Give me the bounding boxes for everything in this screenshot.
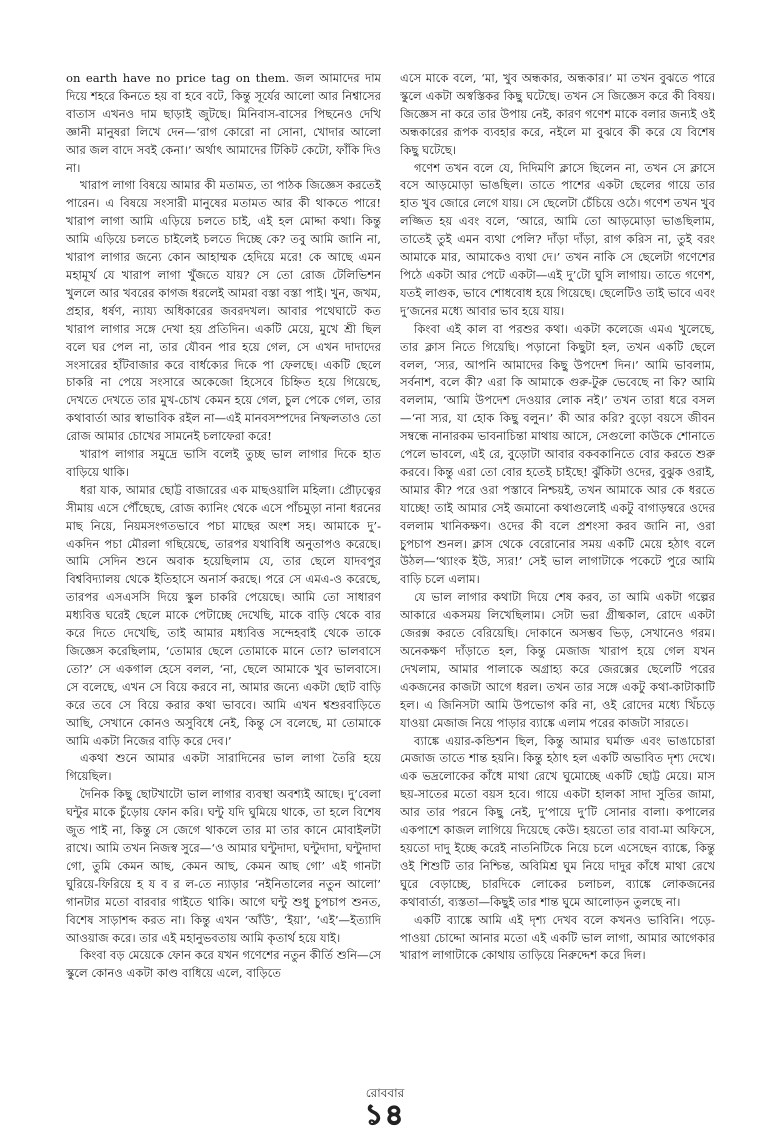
paragraph: কিংবা বড় মেয়েকে ফোন করে যখন গণেশের নতুন কীর্তি শুনি—সে স্কুলে কোনও একটা কাণ্ড বাধিয়ে এলে, বাড়িতে [66,948,381,981]
paragraph: যে ভাল লাগার কথাটা দিয়ে শেষ করব, তা আমি একটা গল্পের আকারে একসময় লিখেছিলাম। সেটা ভরা গ্রীষ্মকাল, রোদে একটা জেরক্স করতে বেরিয়েছি। দোকানে অসম্ভব ভিড়, সেখানেও গরম। অনেকক্ষণ দাঁড়াতে হল, কিন্তু মেজাজ খারাপ হয়ে গেল যখন দেখলাম, আমার পালাকে অগ্রাহ্য করে জেরক্সের ছেলেটি পরের একজনের কাজটা আগে ধরল। তখন তার সঙ্গে একটু কথা-কাটাকাটি হল। এ জিনিসটা আমি উপভোগ করি না, ওই রোদের মধ্যে খিঁচড়ে যাওয়া মেজাজ নিয়ে পাড়ার ব্যাঙ্কে এলাম পরের কাজটা সারতে। [400,590,715,730]
paragraph: কিংবা এই কাল বা পরশুর কথা। একটা কলেজে এমএ খুলেছে, তার ক্লাস নিতে গিয়েছি। পড়ানো কিছুটা হল, তখন একটি ছেলে বলল, ‘স্যর, আপনি আমাদের কিছু উপদেশ দিন।’ আমি ভাবলাম, সর্বনাশ, বলে কী? এরা কি আমাকে গুরু-টুরু ভেবেছে না কি? আমি বললাম, ‘আমি উপদেশ দেওয়ার লোক নই।’ তখন তারা ধরে বসল—‘না স্যর, যা হোক কিছু বলুন।’ কী আর করি? বুড়ো বয়সে জীবন সম্বন্ধে নানারকম ভাবনাচিন্তা মাথায় আসে, সেগুলো কাউকে শোনাতে পেলে ভাবলে, এই রে, বুড়োটা আবার বকবকানিতে বোর করতে শুরু করবে। কিন্তু এরা তো বোর হতেই চাইছে! ঝুঁকিটা ওদের, বুঝুক ওরাই, আমার কী? পরে ওরা পস্তাবে নিশ্চয়ই, তখন আমাকে আর কে ধরতে যাচ্ছে! তাই আমার সেই জমানো কথাগুলোই একটু বাগাড়ম্বরে ওদের বললাম খানিকক্ষণ। ওদের কী বলে প্রশংসা করব জানি না, ওরা চুপচাপ শুনল। ক্লাস থেকে বেরোনোর সময় একটি মেয়ে হঠাৎ বলে উঠল—‘থ্যাংক ইউ, স্যর!’ সেই ভাল লাগাটাকে পকেটে পুরে আমি বাড়ি চলে এলাম। [400,321,715,587]
left-column [66,70,381,1070]
paragraph: এসে মাকে বলে, ‘মা, খুব অন্ধকার, অন্ধকার।’ মা তখন বুঝতে পারে স্কুলে একটা অস্বস্তিকর কিছু ঘটেছে। তখন সে জিজ্ঞেস করে কী বিষয়। জিজ্ঞেস না করে তার উপায় নেই, কারণ গণেশ মাকে বলার জন্যই ওই অন্ধকারের রূপক ব্যবহার করে, নইলে মা বুঝবে কী করে যে বিশেষ কিছু ঘটেছে। [400,71,715,157]
paragraph: on earth have no price tag on them. জল আমাদের দাম দিয়ে শহরে কিনতে হয় বা হবে বটে, কিন্তু সূর্যের আলো আর নিশ্বাসের বাতাস এখনও দাম ছাড়াই জুটছে। মিনিবাস-বাসের পিছনেও দেখি জ্ঞানী মানুষরা লিখে দেন—‘রাগ কোরো না সোনা, খোদার আলো আর জল বাদে সবই কেনা।’ অর্থাৎ আমাদের টিকিট কেটো, ফাঁকি দিও না। [66,71,381,175]
paragraph: গণেশ তখন বলে যে, দিদিমণি ক্লাসে ছিলেন না, তখন সে ক্লাসে বসে আড়মোড়া ভাঙছিল। তাতে পাশের একটা ছেলের গায়ে তার হাত খুব জোরে লেগে যায়। সে ছেলেটা চেঁচিয়ে ওঠে। গণেশ তখন খুব লজ্জিত হয় এবং বলে, ‘আরে, আমি তো আড়মোড়া ভাঙছিলাম, তাতেই তুই এমন ব্যথা পেলি? দাঁড়া দাঁড়া, রাগ করিস না, তুই বরং আমাকে মার, আমাকেও ব্যথা দে।’ তখন নাকি সে ছেলেটা গণেশের পিঠে একটা আর পেটে একটা—এই দু’টো ঘুসি লাগায়। তাতে গণেশ, যতই লাগুক, ভাবে শোধবোধ হয়ে গিয়েছে। ছেলেটিও তাই ভাবে এবং দু’জনের মধ্যে আবার ভাব হয়ে যায়। [400,160,715,318]
right-column [400,70,715,1070]
magazine-name: রোববার [365,1086,405,1100]
paragraph: ব্যাঙ্কে এয়ার-কন্ডিশন ছিল, কিন্তু আমার ঘর্মাক্ত এবং ভাঙাচোরা মেজাজ তাতে শান্ত হয়নি। কিন্তু হঠাৎ হল একটি অভাবিত দৃশ্য দেখে। এক ভদ্রলোকের কাঁধে মাথা রেখে ঘুমোচ্ছে একটি ছোট্ট মেয়ে। মাস ছয়-সাতের মতো বয়স হবে। গায়ে একটা হালকা সাদা সুতির জামা, আর তার পরনে কিছু নেই, দু’পায়ে দু’টি সোনার বালা। কপালের একপাশে কাজল লাগিয়ে দিয়েছে কেউ। হয়তো তার বাবা-মা অফিসে, হয়তো দাদু ইচ্ছে করেই নাতনিটিকে নিয়ে চলে এসেছেন ব্যাঙ্কে, কিন্তু ওই শিশুটি তার নিশ্চিন্ত, অবিমিশ্র ঘুম নিয়ে দাদুর কাঁধে মাথা রেখে ঘুরে বেড়াচ্ছে, চারদিকে লোকের চলাচল, ব্যাঙ্কে লোকজনের কথাবার্তা, ব্যস্ততা—কিছুই তার শান্ত ঘুমে আলোড়ন তুলছে না। [400,733,715,909]
paragraph: খারাপ লাগার সমুদ্রে ভাসি বলেই তুচ্ছ ভাল লাগার দিকে হাত বাড়িয়ে থাকি। [66,447,381,479]
paragraph: ধরা যাক, আমার ছোট্ট বাজারের এক মাছওয়ালি মহিলা। প্রৌঢ়ত্বের সীমায় এসে পৌঁছেছে, রোজ ক্যানিং থেকে এসে পাঁচমুড়া নানা ধরনের মাছ নিয়ে, নিয়মসংগতভাবে পচা মাছের অংশ সহ। আমাকে দু’-একদিন পচা মৌরলা গছিয়েছে, তারপর যথাবিধি অনুতাপও করেছে। আমি সেদিন শুনে অবাক হয়েছিলাম যে, তার ছেলে যাদবপুর বিশ্ববিদ্যালয় থেকে ইতিহাসে অনার্স করছে। পরে সে এমএ-ও করেছে, তারপর এসএসসি দিয়ে স্কুল চাকরি পেয়েছে। আমি তো সাধারণ মধ্যবিত্ত ঘরেই ছেলে মাকে পেটাচ্ছে দেখেছি, মাকে বাড়ি থেকে বার করে দিতে দেখেছি, তাই আমার মধ্যবিত্ত সন্দেহবাই থেকে তাকে জিজ্ঞেস করেছিলাম, ‘তোমার ছেলে তোমাকে মানে তো? ভালবাসে তো?’ সে একগাল হেসে বলল, ‘না, ছেলে আমাকে খুব ভালবাসে। সে বলেছে, এখন সে বিয়ে করবে না, আমার জন্যে একটা ছোট বাড়ি করে তবে সে বিয়ে করার কথা ভাববে। আমি এখন শ্বশুরবাড়িতে আছি, সেখানে কোনও অসুবিধে নেই, কিন্তু সে বলেছে, মা তোমাকে আমি একটা নিজের বাড়ি করে দেব।’ [66,482,381,748]
paragraph: দৈনিক কিছু ছোটখাটো ভাল লাগার ব্যবস্থা অবশ্যই আছে। দু’বেলা ঘন্টুর মাকে চুঁড়োয় ফোন করি। ঘন্টু যদি ঘুমিয়ে থাকে, তা হলে বিশেষ জুত পাই না, কিন্তু সে জেগে থাকলে তার মা তার কানে মোবাইলটা রাখে। আমি তখন নিজস্ব সুরে—‘ও আমার ঘন্টুদাদা, ঘন্টুদাদা, ঘন্টুদাদা গো, তুমি কেমন আছ, কেমন আছ, কেমন আছ গো’ এই গানটা ঘুরিয়ে-ফিরিয়ে হ য ব র ল-তে ন্যাড়ার ‘নইনিতালের নতুন আলো’ গানটার মতো বারবার গাইতে থাকি। আগে ঘন্টু শুধু চুপচাপ শুনত, বিশেষ সাড়াশব্দ করত না। কিন্তু এখন ‘আঁউ’, ‘ইয়া’, ‘এই’—ইত্যাদি আওয়াজ করে। তার এই মহানুভবতায় আমি কৃতার্থ হয়ে যাই। [66,787,381,945]
page-number: ১৪ [364,1098,406,1131]
paragraph: একথা শুনে আমার একটা সারাদিনের ভাল লাগা তৈরি হয়ে গিয়েছিল। [66,751,381,784]
paragraph: একটি ব্যাঙ্কে আমি এই দৃশ্য দেখব বলে কখনও ভাবিনি। পড়ে-পাওয়া চোদ্দো আনার মতো এই একটি ভাল লাগা, আমার আগেকার খারাপ লাগাটাকে কোথায় তাড়িয়ে নিরুদ্দেশ করে দিল। [400,912,715,963]
paragraph: খারাপ লাগা বিষয়ে আমার কী মতামত, তা পাঠক জিজ্ঞেস করতেই পারেন। এ বিষয়ে সংসারী মানুষের মতামত আর কী থাকতে পারে! খারাপ লাগা আমি এড়িয়ে চলতে চাই, এই হল মোদ্দা কথা। কিন্তু আমি এড়িয়ে চলতে চাইলেই চলতে দিচ্ছে কে? তবু আমি জানি না, খারাপ লাগার জন্যে কোন আহাম্মক হেদিয়ে মরে! কে আছে এমন মহামূর্খ যে খারাপ লাগা খুঁজতে যায়? সে তো রোজ টেলিভিশন খুললে আর খবরের কাগজ ধরলেই আমরা বস্তা বস্তা পাই। খুন, জখম, প্রহার, ধর্ষণ, ন্যায্য অধিকারের জবরদখল। আবার পথেঘাটে কত খারাপ লাগার সঙ্গে দেখা হয় প্রতিদিন। একটি মেয়ে, মুখে শ্রী ছিল বলে ঘর পেল না, তার যৌবন পার হয়ে গেল, সে এখন দাদাদের সংসারের হাঁটবাজার করে বার্ধক্যের দিকে পা ফেলছে। একটি ছেলে চাকরি না পেয়ে সংসারে অকেজো হিসেবে চিহ্নিত হয়ে গিয়েছে, দেখতে দেখতে তার মুখ-চোখ কেমন হয়ে গেল, চুল পেকে গেল, তার কথাবার্তা আর স্বাভাবিক রইল না—এই মানবসম্পদের নিষ্ফলতাও তো রোজ আমার চোখের সামনেই চলাফেরা করে! [66,178,381,444]
